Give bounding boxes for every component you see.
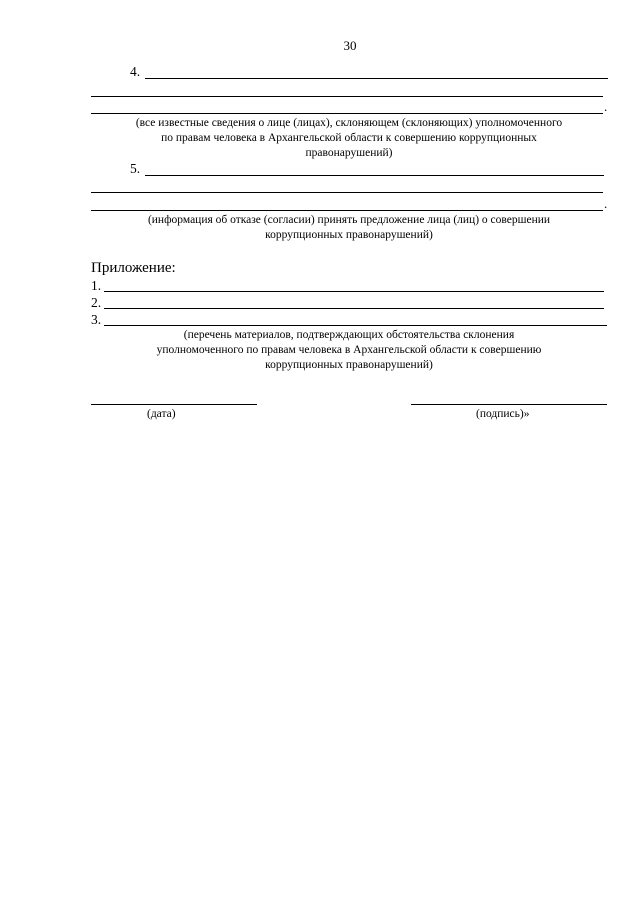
appendix-title: Приложение: (91, 260, 176, 276)
item-5-caption-line-1: (информация об отказе (согласии) принять предложение лица (лиц) о совершении (147, 214, 551, 226)
item-4-number: 4. (130, 64, 141, 79)
item-5-period: . (604, 196, 608, 211)
date-line (91, 404, 257, 405)
item-5-line-1 (145, 175, 604, 176)
signature-label: (подпись)» (476, 408, 530, 420)
item-4-line-2 (91, 96, 603, 97)
appendix-item-2-number: 2. (91, 295, 102, 310)
appendix-item-1-line (104, 291, 604, 292)
item-5-line-3 (91, 210, 603, 211)
item-4-period: . (604, 99, 608, 114)
item-5-caption-line-2: коррупционных правонарушений) (265, 229, 433, 241)
appendix-item-3-line (104, 325, 607, 326)
item-4-line-1 (145, 78, 608, 79)
item-4-caption-line-1: (все известные сведения о лице (лицах), склоняющем (склоняющих) уполномоченного (135, 117, 563, 129)
page-number: 30 (343, 38, 357, 53)
appendix-item-1-number: 1. (91, 278, 102, 293)
appendix-caption-line-2: уполномоченного по правам человека в Архангельской области к совершению (156, 344, 542, 356)
date-label: (дата) (147, 408, 176, 420)
item-4-line-3 (91, 113, 603, 114)
appendix-item-3-number: 3. (91, 312, 102, 327)
item-5-line-2 (91, 192, 603, 193)
appendix-caption-line-3: коррупционных правонарушений) (265, 359, 433, 371)
item-4-caption (91, 116, 607, 161)
appendix-caption (91, 328, 607, 373)
signature-line (411, 404, 607, 405)
item-4-caption-line-2: по правам человека в Архангельской области к совершению коррупционных (161, 132, 537, 144)
item-4-caption-line-3: правонарушений) (305, 147, 393, 159)
item-5-caption (91, 213, 607, 243)
item-5-number: 5. (130, 161, 141, 176)
appendix-caption-line-1: (перечень материалов, подтверждающих обстоятельства склонения (183, 329, 515, 341)
appendix-item-2-line (104, 308, 604, 309)
